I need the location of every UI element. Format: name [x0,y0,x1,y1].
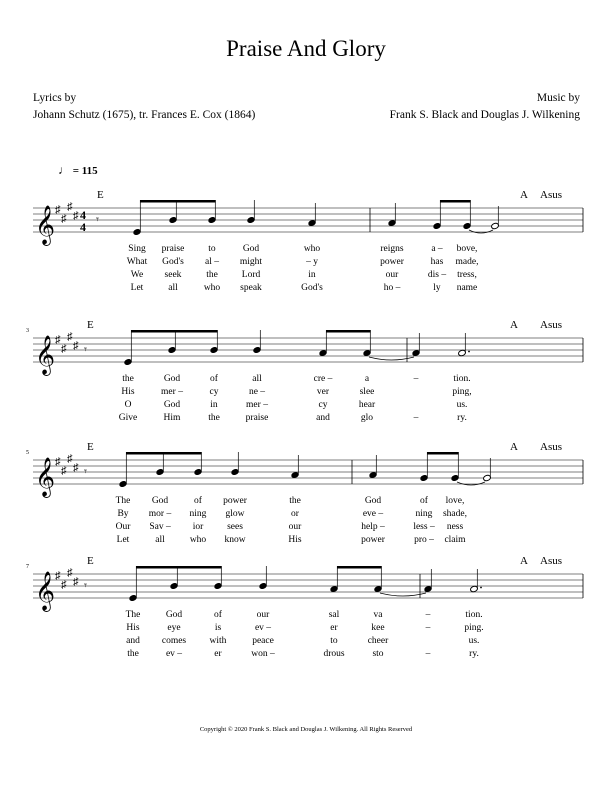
lyric-syllable: We [130,270,144,280]
treble-clef-icon: 𝄞 [35,459,56,496]
sharp-icon: ♯ [67,201,73,213]
lyric-syllable: Let [130,283,144,293]
lyric-syllable: mer – [246,400,268,410]
measure-number: 5 [26,450,29,456]
lyric-syllable: God [364,496,382,506]
lyric-syllable: speak [240,283,262,293]
beam [140,200,215,203]
lyric-syllable: God's [162,257,184,267]
lyric-syllable: our [288,522,302,532]
dot [480,587,482,589]
lyric-syllable: and [126,636,140,646]
lyric-syllable: sal [328,610,340,620]
measure-number: 7 [26,564,29,570]
lyric-syllable: all [155,535,165,545]
lyric-syllable: might [239,257,263,267]
lyric-syllable: drous [323,649,345,659]
lyric-syllable: ev – [254,623,272,633]
lyric-syllable: ping. [464,623,484,633]
sharp-icon: ♯ [61,213,67,225]
lyric-syllable: Give [118,413,138,423]
beam [131,330,217,333]
lyric-syllable: – [413,413,419,423]
lyric-syllable: the [208,413,220,423]
tie [469,230,493,233]
sharp-icon: ♯ [55,456,61,468]
dot [468,351,470,353]
lyric-syllable: God [151,496,169,506]
lyric-syllable: – [425,649,431,659]
lyric-syllable: Sav – [149,522,171,532]
lyric-syllable: tion. [465,610,483,620]
lyrics-credit-label: Lyrics by [33,92,77,104]
beam [427,452,458,455]
lyric-syllable: Our [115,522,131,532]
lyric-syllable: in [308,270,316,280]
lyric-syllable: mor – [148,509,172,519]
lyric-syllable: Let [116,535,130,545]
sharp-icon: ♯ [55,334,61,346]
sharp-icon: ♯ [73,462,79,474]
lyric-syllable: praise [161,244,185,254]
lyric-syllable: reigns [380,244,404,254]
lyric-syllable: ev – [165,649,183,659]
lyric-syllable: bove, [456,244,478,254]
staff-system [26,441,583,545]
sharp-icon: ♯ [73,210,79,222]
lyric-syllable: us. [468,636,480,646]
lyric-syllable: us. [456,400,468,410]
lyric-syllable: cre – [313,374,333,384]
treble-clef-icon: 𝄞 [35,207,56,244]
lyric-syllable: The [125,610,141,620]
lyric-syllable: praise [245,413,269,423]
eighth-rest-icon: 𝄾 [84,466,87,478]
lyric-syllable: power [380,257,404,267]
lyric-syllable: ning [415,509,433,519]
lyric-syllable: ne – [248,387,266,397]
lyric-syllable: glo [360,413,374,423]
eighth-rest-icon: 𝄾 [96,214,99,226]
lyric-syllable: peace [252,636,274,646]
chord-symbol: A [510,319,518,331]
sharp-icon: ♯ [55,204,61,216]
lyric-syllable: ness [446,522,464,532]
beam [126,452,201,455]
lyric-syllable: know [224,535,246,545]
lyric-syllable: ry. [469,649,479,659]
music-credit-authors: Frank S. Black and Douglas J. Wilkening [389,109,580,121]
lyric-syllable: is [214,623,222,633]
lyric-syllable: kee [371,623,385,633]
lyric-syllable: His [126,623,140,633]
lyric-syllable: cy [318,400,328,410]
lyric-syllable: al – [205,257,219,267]
lyric-syllable: made, [455,257,479,267]
lyric-syllable: By [117,509,129,519]
lyric-syllable: The [115,496,131,506]
lyric-syllable: ver [316,387,330,397]
lyric-syllable: slee [359,387,375,397]
lyric-syllable: to [330,636,338,646]
lyric-syllable: ning [189,509,207,519]
lyric-syllable: O [124,400,132,410]
staff-system [33,189,583,293]
lyric-syllable: sto [372,649,384,659]
lyric-syllable: less – [413,522,435,532]
lyric-syllable: and [316,413,330,423]
sharp-icon: ♯ [67,567,73,579]
chord-symbol: E [97,189,104,201]
lyric-syllable: er [330,623,338,633]
chord-symbol: Asus [540,189,563,201]
lyric-syllable: or [291,509,299,519]
sharp-icon: ♯ [61,465,67,477]
lyric-syllable: ry. [457,413,467,423]
lyric-syllable: all [252,374,262,384]
lyric-syllable: va [373,610,383,620]
lyric-syllable: of [210,374,218,384]
lyric-syllable: glow [225,509,245,519]
lyric-syllable: the [127,649,139,659]
tie [457,482,485,485]
lyric-syllable: power [361,535,385,545]
lyrics-credit-authors: Johann Schutz (1675), tr. Frances E. Cox (1864) [33,109,256,121]
lyric-syllable: of [420,496,428,506]
music-credit-label: Music by [536,92,580,104]
lyric-syllable: ly [433,283,441,293]
chord-symbol: A [510,441,518,453]
lyric-syllable: God [165,610,183,620]
lyric-syllable: claim [444,535,466,545]
lyric-syllable: His [121,387,135,397]
sharp-icon: ♯ [55,570,61,582]
lyric-syllable: ior [192,522,204,532]
staff-system [26,319,583,423]
lyric-syllable: with [209,636,227,646]
tempo-value: = 115 [72,165,98,177]
lyric-syllable: power [223,496,247,506]
chord-symbol: E [87,441,94,453]
beam [136,566,221,569]
beam [337,566,381,569]
sharp-icon: ♯ [61,579,67,591]
lyric-syllable: cy [209,387,219,397]
lyric-syllable: all [168,283,178,293]
lyric-syllable: our [256,610,270,620]
chord-symbol: A [520,555,528,567]
lyric-syllable: in [210,400,218,410]
lyric-syllable: the [122,374,134,384]
lyric-syllable: ping, [452,387,472,397]
lyric-syllable: a [364,374,370,384]
chord-symbol: Asus [540,555,563,567]
chord-symbol: E [87,319,94,331]
time-signature-top: 4 [80,208,86,222]
treble-clef-icon: 𝄞 [35,573,56,610]
lyric-syllable: What [126,257,148,267]
lyric-syllable: Lord [241,270,261,280]
lyric-syllable: God [242,244,260,254]
lyric-syllable: Sing [128,244,146,254]
lyric-syllable: eye [167,623,181,633]
eighth-rest-icon: 𝄾 [84,344,87,356]
lyric-syllable: help – [361,522,385,532]
lyric-syllable: love, [445,496,465,506]
chord-symbol: Asus [540,441,563,453]
sharp-icon: ♯ [67,331,73,343]
chord-symbol: A [520,189,528,201]
lyric-syllable: Him [163,413,181,423]
lyric-syllable: shade, [442,509,468,519]
lyric-syllable: who [203,283,221,293]
quarter-note-icon: ♩ [58,163,70,177]
lyric-syllable: name [456,283,478,293]
lyric-syllable: a – [431,244,443,254]
lyric-syllable: God's [301,283,323,293]
chord-symbol: E [87,555,94,567]
lyric-syllable: er [214,649,222,659]
lyric-syllable: tion. [453,374,471,384]
staff-system [26,555,583,659]
lyric-syllable: – y [306,257,318,267]
lyric-syllable: seek [164,270,182,280]
song-title: Praise And Glory [226,36,386,61]
lyric-syllable: eve – [362,509,384,519]
beam [326,330,370,333]
lyric-syllable: – [425,610,431,620]
sharp-icon: ♯ [61,343,67,355]
sharp-icon: ♯ [73,340,79,352]
lyric-syllable: hear [358,400,376,410]
treble-clef-icon: 𝄞 [35,337,56,374]
lyric-syllable: comes [161,636,187,646]
lyric-syllable: of [194,496,202,506]
lyric-syllable: God [163,400,181,410]
time-signature-bottom: 4 [80,220,86,234]
lyric-syllable: dis – [427,270,447,280]
chord-symbol: Asus [540,319,563,331]
measure-number: 3 [26,328,29,334]
lyric-syllable: – [425,623,431,633]
tie [380,593,426,596]
lyric-syllable: mer – [161,387,183,397]
lyric-syllable: won – [251,649,275,659]
sharp-icon: ♯ [67,453,73,465]
lyric-syllable: ho – [383,283,401,293]
lyric-syllable: God [163,374,181,384]
sharp-icon: ♯ [73,576,79,588]
lyric-syllable: tress, [457,270,477,280]
lyric-syllable: who [189,535,207,545]
lyric-syllable: who [303,244,321,254]
lyric-syllable: sees [227,522,243,532]
lyric-syllable: cheer [367,636,389,646]
lyric-syllable: – [413,374,419,384]
beam [440,200,470,203]
copyright-notice: Copyright © 2020 Frank S. Black and Douglas J. Wilkening. All Rights Reserved [199,726,413,733]
eighth-rest-icon: 𝄾 [84,580,87,592]
lyric-syllable: has [430,257,444,267]
lyric-syllable: the [206,270,218,280]
lyric-syllable: pro – [414,535,434,545]
lyric-syllable: our [385,270,399,280]
lyric-syllable: His [288,535,302,545]
lyric-syllable: to [208,244,216,254]
lyric-syllable: of [214,610,222,620]
lyric-syllable: the [289,496,301,506]
